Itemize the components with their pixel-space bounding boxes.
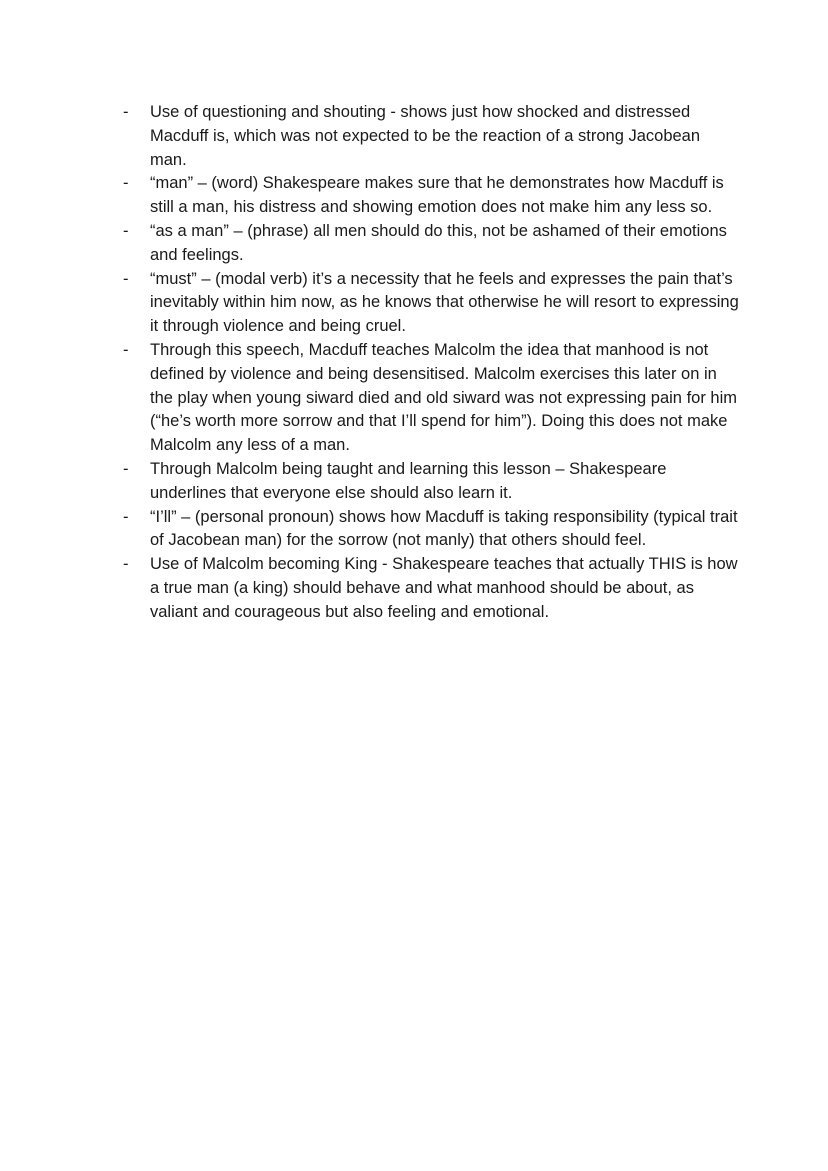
list-item bbox=[120, 339, 740, 458]
list-item bbox=[120, 553, 740, 624]
list-item bbox=[120, 458, 740, 506]
bullet-list bbox=[120, 101, 740, 625]
bullet-dash: - bbox=[123, 221, 129, 240]
list-item-text: Through this speech, Macduff teaches Malcolm the idea that manhood is not defined by violence and being desensitised. Malcolm exercises this later on in the play when young siward died and old siward was not expressing pain for him (“he’s worth more sorrow and that I’ll spend for him”). Doing this does not make Malcolm any less of a man. bbox=[150, 340, 737, 455]
bullet-dash: - bbox=[123, 555, 129, 574]
list-item-text: “I’ll” – (personal pronoun) shows how Macduff is taking responsibility (typical trait of Jacobean man) for the sorrow (not manly) that others should feel. bbox=[150, 507, 738, 550]
bullet-dash: - bbox=[123, 507, 129, 526]
bullet-dash: - bbox=[123, 103, 129, 121]
list-item-text: “man” – (word) Shakespeare makes sure that he demonstrates how Macduff is still a man, his distress and showing emotion does not make him any less so. bbox=[150, 174, 724, 217]
bullet-dash: - bbox=[123, 174, 129, 193]
list-item-text: Use of Malcolm becoming King - Shakespeare teaches that actually THIS is how a true man (a king) should behave and what manhood should be about, as valiant and courageous but also feeling and emotional. bbox=[150, 555, 738, 621]
bullet-dash: - bbox=[123, 459, 129, 478]
list-item bbox=[120, 506, 740, 554]
bullet-dash: - bbox=[123, 340, 129, 359]
list-item bbox=[120, 220, 740, 268]
list-item bbox=[120, 268, 740, 339]
list-item-text: “as a man” – (phrase) all men should do this, not be ashamed of their emotions and feelings. bbox=[150, 221, 727, 264]
list-item-text: Use of questioning and shouting - shows just how shocked and distressed Macduff is, which was not expected to be the reaction of a strong Jacobean man. bbox=[150, 103, 701, 169]
list-item bbox=[120, 101, 740, 172]
list-item-text: Through Malcolm being taught and learning this lesson – Shakespeare underlines that everyone else should also learn it. bbox=[150, 459, 667, 502]
list-item-text: “must” – (modal verb) it’s a necessity that he feels and expresses the pain that’s inevitably within him now, as he knows that otherwise he will resort to expressing it through violence and being cruel. bbox=[150, 269, 739, 336]
bullet-dash: - bbox=[123, 269, 129, 288]
list-item bbox=[120, 172, 740, 220]
